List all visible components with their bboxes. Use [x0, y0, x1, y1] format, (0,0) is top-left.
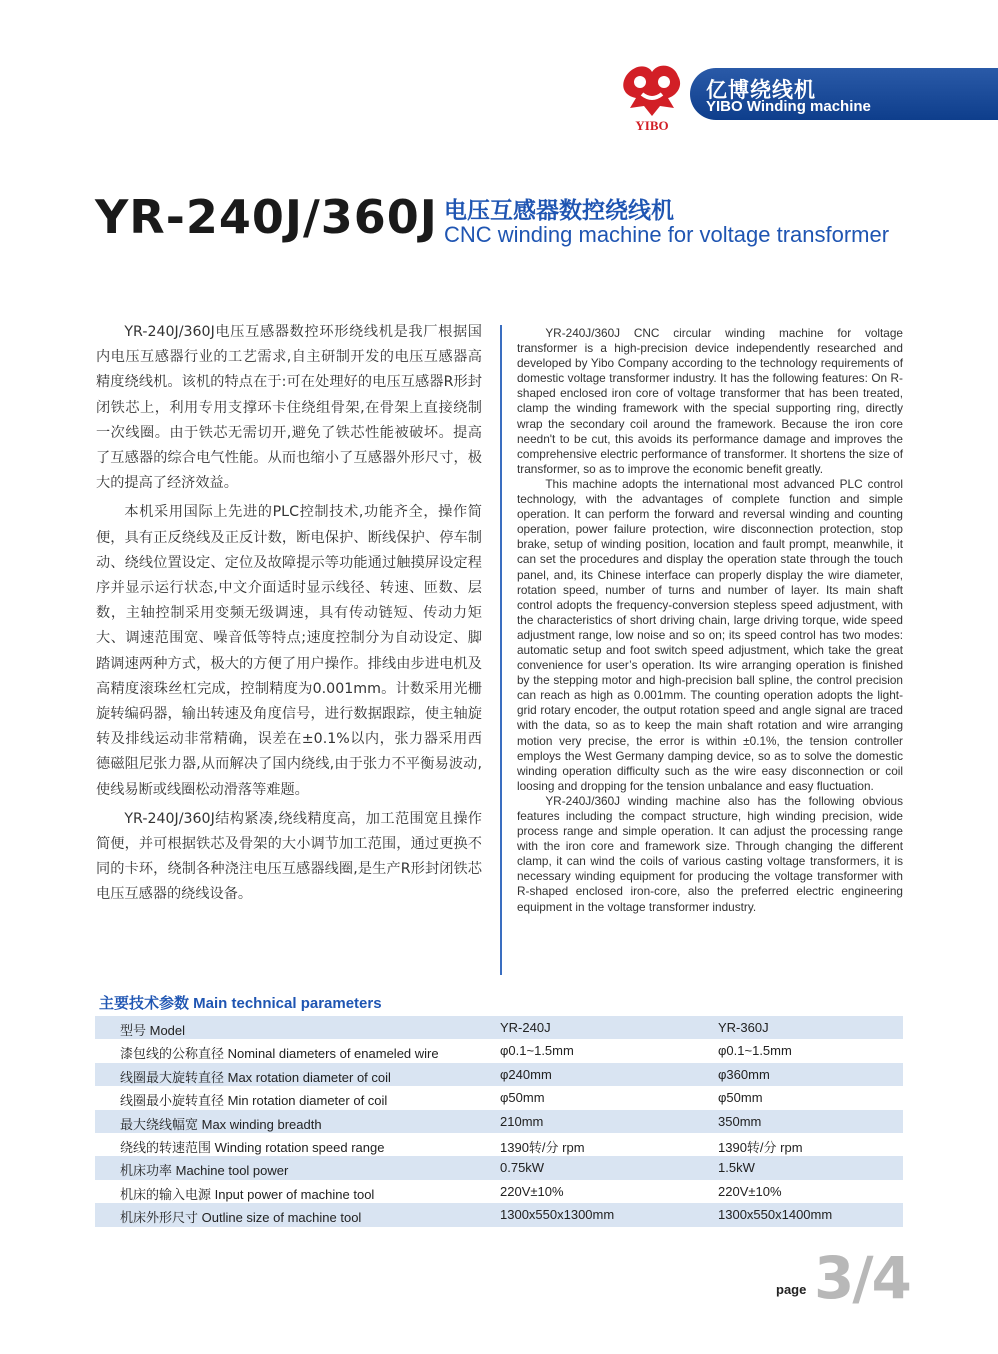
param-value-240j: φ50mm: [500, 1090, 545, 1106]
param-value-240j: 0.75kW: [500, 1160, 545, 1176]
table-row: [95, 1133, 903, 1156]
param-value-240j: 220V±10%: [500, 1183, 564, 1199]
param-value-240j: φ0.1~1.5mm: [500, 1043, 574, 1059]
param-value-360j: YR-360J: [718, 1020, 769, 1035]
param-label: 最大绕线幅宽 Max winding breadth: [120, 1116, 322, 1132]
page-label: page: [776, 1282, 807, 1297]
page-number: 3/4: [814, 1244, 910, 1312]
param-value-240j: 1390转/分 rpm: [500, 1139, 585, 1155]
param-label: 线圈最大旋转直径 Max rotation diameter of coil: [120, 1069, 391, 1085]
product-title-en: CNC winding machine for voltage transformer: [444, 222, 890, 247]
table-row: [95, 1156, 903, 1179]
logo-text: YIBO: [635, 118, 669, 133]
brand-name-cn: 亿博绕线机: [706, 79, 816, 102]
param-value-360j: 350mm: [718, 1113, 762, 1129]
param-value-240j: φ240mm: [500, 1066, 552, 1082]
param-value-360j: 1.5kW: [718, 1160, 755, 1176]
paragraph-en: YR-240J/360J winding machine also has the following obvious features including the compact structure, high winding precision, wide process range and simple operation. It can adjust the processing range with the iron core and framework size. Through changing the different clamp, it can wind the coils of various casting voltage transformers, it is necessary winding equipment for producing the voltage transformer with R-shaped enclosed iron-core, also the preferred electric engineering equipment in the voltage transformer industry.: [517, 793, 903, 914]
product-title-cn: 电压互感器数控绕线机: [444, 197, 674, 223]
description-cn: [96, 320, 482, 912]
param-value-360j: 1390转/分 rpm: [718, 1139, 803, 1155]
paragraph-cn: YR-240J/360J结构紧凑,绕线精度高，加工范围宽且操作简便，并可根据铁芯及骨架的大小调节加工范围，通过更换不同的卡环，绕制各种浇注电压互感器线圈,是生产R形封闭铁芯电压互感器的绕线设备。: [96, 810, 482, 903]
param-label: 机床的输入电源 Input power of machine tool: [120, 1186, 375, 1202]
param-label: 机床外形尺寸 Outline size of machine tool: [120, 1210, 362, 1226]
table-row: [95, 1016, 903, 1039]
param-value-240j: 1300x550x1300mm: [500, 1207, 615, 1223]
param-value-360j: 220V±10%: [718, 1183, 782, 1199]
params-heading: 主要技术参数 Main technical parameters: [99, 995, 382, 1012]
param-label: 机床功率 Machine tool power: [120, 1163, 289, 1179]
table-row: [95, 1039, 903, 1062]
param-value-360j: φ360mm: [718, 1066, 770, 1082]
params-table: [95, 1016, 903, 1227]
param-value-360j: φ0.1~1.5mm: [718, 1043, 792, 1059]
paragraph-cn: YR-240J/360J电压互感器数控环形绕线机是我厂根据国内电压互感器行业的工艺需求,自主研制开发的电压互感器高精度绕线机。该机的特点在于:可在处理好的电压互感器R形封闭铁芯上，利用专用支撑环卡住绕组骨架,在骨架上直接绕制一次线圈。由于铁芯无需切开,避免了铁芯性能被破坏。提高了互感器的综合电气性能。从而也缩小了互感器外形尺寸，极大的提高了经济效益。: [96, 324, 482, 492]
paragraph-cn: 本机采用国际上先进的PLC控制技术,功能齐全，操作简便，具有正反绕线及正反计数，断电保护、断线保护、停车制动、绕线位置设定、定位及故障提示等功能通过触摸屏设定程序并显示运行状态,中文介面适时显示线径、转速、匝数、层数，主轴控制采用变频无级调速，具有传动链短、传动力矩大、调速范围宽、噪音低等特点;速度控制分为自动设定、脚踏调速两种方式，极大的方便了用户操作。排线由步进电机及高精度滚珠丝杠完成，控制精度为0.001mm。计数采用光栅旋转编码器，输出转速及角度信号，进行数据跟踪，使主轴旋转及排线运动非常精确，误差在±0.1%以内，张力器采用西德磁阻尼张力器,从而解决了国内绕线,由于张力不平衡易波动,使线易断或线圈松动滑落等难题。: [96, 504, 482, 798]
brand-name-en: YIBO Winding machine: [706, 98, 871, 115]
description-en: [517, 326, 903, 915]
param-value-240j: 210mm: [500, 1113, 544, 1129]
table-row: [95, 1110, 903, 1133]
table-row: [95, 1086, 903, 1109]
table-row: [95, 1203, 903, 1226]
model-title: YR-240J/360J: [95, 190, 438, 244]
param-label: 漆包线的公称直径 Nominal diameters of enameled wire: [120, 1046, 439, 1062]
param-value-240j: YR-240J: [500, 1020, 551, 1035]
param-value-360j: φ50mm: [718, 1090, 763, 1106]
yibo-logo-icon: [612, 56, 692, 136]
paragraph-en: YR-240J/360J CNC circular winding machine for voltage transformer is a high-precision device independently researched and developed by Yibo Company according to the technology requirements of domestic voltage transformer industry. It has the following features: On R-shaped enclosed iron core of voltage transformer that has been treated, clamp the winding framework with the special supporting ring, directly wrap the secondary coil around the framework. Because the iron core needn't to be cut, this avoids its performance damage and improves the comprehensive electric performance of transformer. It shortens the size of transformer, so as to improve the economic benefit greatly.: [517, 326, 903, 476]
table-row: [95, 1063, 903, 1086]
column-divider: [500, 325, 502, 975]
param-value-360j: 1300x550x1400mm: [718, 1207, 833, 1223]
paragraph-en: This machine adopts the international most advanced PLC control technology, with the advantages of complete function and simple operation. It can perform the forward and reversal winding and counting operation, power failure protection, wire disconnection protection, stop brake, setup of winding position, location and fault prompt, meanwhile, it can set the procedures and display the operation state through the touch panel, and, its Chinese interface can properly display the wire diameter, rotation speed, number of turns and number of layer. Its main shaft control adopts the frequency-conversion stepless speed adjustment, with the characteristics of short driving chain, large driving torque, wide speed adjustment range, low noise and so on; its speed control has two modes: automatic setup and foot switch speed adjustment, which take the great convenience for user’s operation. Its wire arranging operation is finished by the stepping motor and high-precision ball spline, the control precision can reach as high as 0.001mm. The counting operation adopts the light-grid rotary encoder, the output rotation speed and angle signal are traced with the data, so as to keep the main shaft rotation and wire arranging motion very precise, the error is within ±0.1%, the tension controller employs the West Germany damping device, so as to solve the domestic winding operation difficulty such as the wire easy disconnection or coil loosing and dropping for the tension unbalance and easy fluctuation.: [517, 476, 903, 793]
param-label: 绕线的转速范围 Winding rotation speed range: [120, 1139, 385, 1155]
table-row: [95, 1180, 903, 1203]
param-label: 线圈最小旋转直径 Min rotation diameter of coil: [120, 1093, 388, 1109]
param-label: 型号 Model: [120, 1023, 186, 1038]
